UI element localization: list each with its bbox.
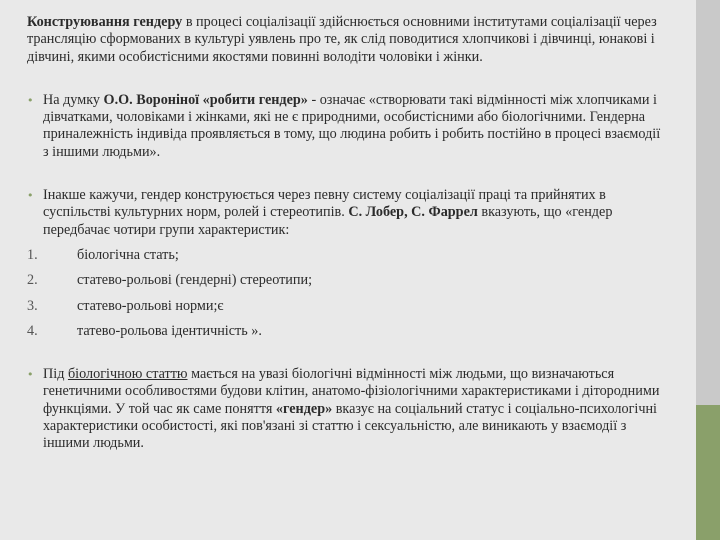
right-accent-block (696, 405, 720, 540)
intro-heading: Конструювання гендеру (27, 14, 183, 30)
list-item-text: татево-рольова ідентичність ». (77, 322, 262, 339)
list-item (27, 297, 667, 315)
bullet1-author: О.О. Вороніної «робити гендер» (103, 91, 308, 108)
bullet1-text: - означає «створювати такі відмінності між хлопчиками і дівчатками, чоловіками і жінками, які не є природними, особистісними або біологічними. Гендерна приналежність індивіда проявляється в тому, що людина робить і робить постійно в процесі взаємодії з іншими людьми». (43, 91, 661, 160)
bullet-point-icon: • (27, 93, 34, 107)
list-number: 2. (27, 272, 38, 289)
list-item (27, 322, 667, 340)
characteristics-list (27, 246, 667, 340)
bullet2-authors: С. Лобер, С. Фаррел (348, 204, 478, 221)
list-number: 4. (27, 322, 38, 339)
bullet-voronina (27, 92, 667, 161)
intro-text: в процесі соціалізації здійснюється основними інститутами соціалізації через трансляцію сформованих в культурі уявлень про те, як слід поводитися хлопчикові і дівчинці, юнакові і дівчині, якими особистісними якостями повинні володіти чоловіки і жінки. (27, 14, 657, 65)
bullet-point-icon: • (27, 189, 34, 203)
bullet3-term: біологічною статтю (67, 366, 188, 383)
bullet3-text1: мається на увазі біологічні відмінності між людьми, що визначаються генетичними особливостями будови клітин, анатомо-фізіологічними характеристиками і дітородними функціями. У той час як саме поняття (43, 366, 660, 417)
slide-content (27, 14, 667, 479)
list-number: 3. (27, 297, 38, 314)
intro-paragraph (27, 14, 667, 66)
list-item (27, 272, 667, 289)
bullet2-text1: Інакше кажучи, гендер конструюється через певну систему соціалізації праці та прийнятих в суспільстві культурних норм, ролей і стереотипів. (43, 187, 606, 221)
list-number: 1. (27, 246, 38, 263)
bullet3-pre: Під (43, 366, 68, 383)
bullet-point-icon: • (27, 368, 34, 382)
bullet3-gender-term: «гендер» (275, 400, 333, 417)
list-item (27, 246, 667, 264)
bullet1-pre: На думку (43, 91, 104, 108)
list-item-text: статево-рольові (гендерні) стереотипи; (77, 272, 313, 289)
list-item-text: біологічна стать; (77, 246, 179, 263)
bullet2-text2: вказують, що «гендер передбачає чотири групи характеристик: (43, 204, 613, 238)
bullet-lober-farrel (27, 187, 667, 340)
bullet3-text2: вказує на соціальний статус і соціально-психологічні характеристики особистості, які пов'язані зі статтю і сексуальністю, але виникають у взаємодії з іншими людьми. (43, 400, 657, 452)
list-item-text: статево-рольові норми;є (77, 297, 224, 314)
bullet-biological-sex (27, 366, 667, 452)
